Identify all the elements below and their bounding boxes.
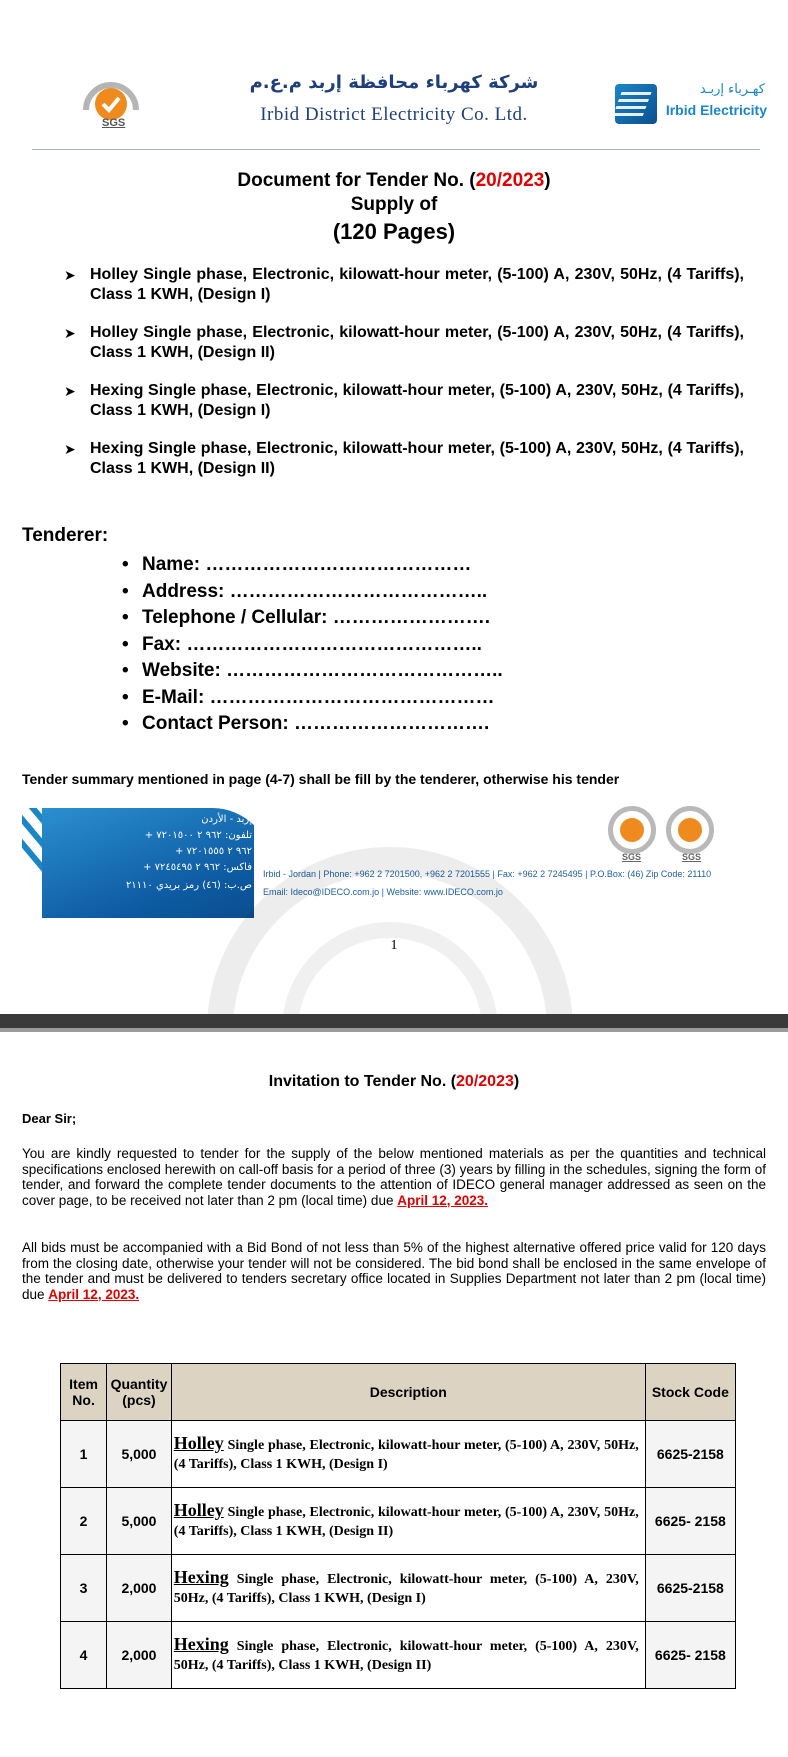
header-description: Description: [171, 1364, 645, 1421]
due-date: April 12, 2023.: [397, 1192, 489, 1208]
cell-quantity: 2,000: [107, 1555, 172, 1622]
table-row: [61, 1488, 736, 1555]
footer-arabic-line: إربد - الأردن: [201, 814, 252, 825]
invitation-title-suffix: ): [513, 1073, 520, 1090]
brand-name: Hexing: [173, 1634, 229, 1654]
list-item-text: Hexing Single phase, Electronic, kilowatt-hour meter, (5-100) A, 230V, 50Hz, (4 Tariffs), Class 1 KWH, (Design II): [90, 440, 744, 477]
supply-of-heading: Supply of: [350, 194, 438, 215]
description-text: Single phase, Electronic, kilowatt-hour meter, (5-100) A, 230V, 50Hz, (4 Tariffs), Class 1 KWH, (Design II): [173, 1639, 639, 1673]
logo-arabic-text: كهـرباء إربـد: [699, 82, 765, 97]
list-item: [64, 265, 744, 305]
cell-item-no: 4: [61, 1622, 107, 1689]
arrow-bullet-icon: ➤: [64, 383, 76, 399]
footer-email-line: Email: Ideco@IDECO.com.jo | Website: www.IDECO.com.jo: [263, 887, 503, 897]
tenderer-heading: Tenderer:: [22, 525, 109, 546]
cell-quantity: 5,000: [107, 1421, 172, 1488]
header-quantity: Quantity (pcs): [107, 1364, 172, 1421]
description-text: Single phase, Electronic, kilowatt-hour meter, (5-100) A, 230V, 50Hz, (4 Tariffs), Class 1 KWH, (Design I): [173, 1438, 639, 1472]
company-name-english: Irbid District Electricity Co. Ltd.: [260, 104, 528, 125]
page-number: 1: [390, 938, 398, 953]
cell-stock-code: 6625-2158: [645, 1555, 735, 1622]
arrow-bullet-icon: ➤: [64, 325, 76, 341]
tenderer-address-field: • Address: …………………………………..: [122, 579, 503, 606]
salutation: Dear Sir;: [22, 1111, 77, 1126]
footer-arabic-line: ٩٦٢ ٢ ٧٢٠١٥٥٥ +: [174, 846, 252, 857]
invitation-title-prefix: Invitation to Tender No. (: [268, 1073, 457, 1090]
page-count-heading: (120 Pages): [332, 219, 456, 244]
cell-stock-code: 6625-2158: [645, 1421, 735, 1488]
cell-quantity: 5,000: [107, 1488, 172, 1555]
document-title: [0, 170, 788, 192]
arrow-bullet-icon: ➤: [64, 267, 76, 283]
invitation-paragraph-2: [22, 1240, 766, 1302]
paragraph-text: You are kindly requested to tender for the supply of the below mentioned materials as per the quantities and technical specifications enclosed herewith on call-off basis for a period of three (3) years by filling in the schedules, signing the form of tender, and forward the complete tender documents to the attention of IDECO general manager addressed as seen on the cover page, to be received not later than 2 pm (local time) due: [22, 1146, 766, 1208]
tenderer-fields: [122, 552, 503, 738]
due-date: April 12, 2023.: [48, 1286, 140, 1302]
list-item: [64, 323, 744, 363]
cell-stock-code: 6625- 2158: [645, 1488, 735, 1555]
brand-name: Holley: [173, 1433, 224, 1453]
footer-blue-panel: [42, 808, 254, 918]
paragraph-text: All bids must be accompanied with a Bid Bond of not less than 5% of the highest alternative offered price valid for 120 days from the closing date, otherwise your tender will not be considered. The bid bond shall be enclosed in the same envelope of the tender and must be delivered to tenders secretary office located in Supplies Department not later than 2 pm (local time) due: [22, 1240, 766, 1302]
footer-arabic-line: ص.ب: (٤٦) رمز بريدي ٢١١١٠: [125, 880, 252, 891]
list-item-text: Hexing Single phase, Electronic, kilowatt-hour meter, (5-100) A, 230V, 50Hz, (4 Tariffs), Class 1 KWH, (Design I): [90, 382, 744, 419]
table-row: [61, 1622, 736, 1689]
footer-arabic-line: تلفون: ٩٦٢ ٢ ٧٢٠١٥٠٠ +: [144, 830, 252, 841]
list-item: [64, 439, 744, 479]
cell-item-no: 1: [61, 1421, 107, 1488]
sgs-badge-icon: [666, 806, 714, 854]
title-prefix: Document for Tender No. (: [237, 170, 476, 191]
arrow-bullet-icon: ➤: [64, 441, 76, 457]
list-item-text: Holley Single phase, Electronic, kilowatt-hour meter, (5-100) A, 230V, 50Hz, (4 Tariffs), Class 1 KWH, (Design I): [90, 266, 744, 303]
cell-description: [171, 1488, 645, 1555]
title-suffix: ): [544, 170, 551, 191]
tender-summary-note: Tender summary mentioned in page (4-7) shall be fill by the tenderer, otherwise his tender: [22, 771, 620, 787]
header-stock-code: Stock Code: [645, 1364, 735, 1421]
tenderer-email-field: • E-Mail: ………………………………………: [122, 685, 503, 712]
items-table: [60, 1363, 736, 1689]
sgs-badges: [608, 806, 726, 862]
sgs-badge-icon: [608, 806, 656, 854]
header-item-no: Item No.: [61, 1364, 107, 1421]
cell-item-no: 3: [61, 1555, 107, 1622]
tenderer-name-field: • Name: ……………………………………: [122, 552, 503, 579]
company-name-arabic: شركة كهرباء محافظة إربد م.ع.م: [249, 72, 539, 93]
table-header-row: [61, 1364, 736, 1421]
logo-english-text: Irbid Electricity: [665, 102, 767, 118]
tenderer-website-field: • Website: ……………………………………..: [122, 658, 503, 685]
list-item: [64, 381, 744, 421]
invitation-tender-number: 20/2023: [456, 1073, 514, 1090]
brand-name: Holley: [173, 1500, 224, 1520]
material-list: [64, 265, 744, 497]
tenderer-fax-field: • Fax: ………………………………………..: [122, 632, 503, 659]
tenderer-telephone-field: • Telephone / Cellular: …………………….: [122, 605, 503, 632]
invitation-title: [0, 1073, 788, 1091]
footer-contact-band: [22, 808, 254, 918]
description-text: Single phase, Electronic, kilowatt-hour meter, (5-100) A, 230V, 50Hz, (4 Tariffs), Class 1 KWH, (Design I): [173, 1572, 639, 1606]
page-separator-shadow: [0, 1028, 788, 1032]
sgs-badge-label: SGS: [622, 852, 642, 862]
description-text: Single phase, Electronic, kilowatt-hour meter, (5-100) A, 230V, 50Hz, (4 Tariffs), Class 1 KWH, (Design II): [173, 1505, 639, 1539]
cell-description: [171, 1421, 645, 1488]
sgs-logo-label: SGS: [102, 117, 126, 129]
list-item-text: Holley Single phase, Electronic, kilowatt-hour meter, (5-100) A, 230V, 50Hz, (4 Tariffs), Class 1 KWH, (Design II): [90, 324, 744, 361]
footer-arabic-line: فاكس: ٩٦٢ ٢ ٧٢٤٥٤٩٥ +: [143, 862, 252, 873]
tenderer-contact-field: • Contact Person: ………………………….: [122, 711, 503, 738]
cell-quantity: 2,000: [107, 1622, 172, 1689]
table-row: [61, 1421, 736, 1488]
footer-contact-line: Irbid - Jordan | Phone: +962 2 7201500, +962 2 7201555 | Fax: +962 2 7245495 | P.O.Box: (46) Zip Code: 21110: [263, 869, 712, 879]
page-separator: [0, 1014, 788, 1028]
cell-description: [171, 1555, 645, 1622]
tender-number: 20/2023: [475, 170, 545, 191]
brand-name: Hexing: [173, 1567, 229, 1587]
irbid-electricity-logo: [615, 82, 765, 128]
cell-item-no: 2: [61, 1488, 107, 1555]
lightning-stripes-icon: [615, 84, 657, 124]
header-divider: [32, 149, 760, 150]
invitation-paragraph-1: [22, 1146, 766, 1208]
table-row: [61, 1555, 736, 1622]
cell-description: [171, 1622, 645, 1689]
cell-stock-code: 6625- 2158: [645, 1622, 735, 1689]
sgs-badge-label: SGS: [682, 852, 702, 862]
